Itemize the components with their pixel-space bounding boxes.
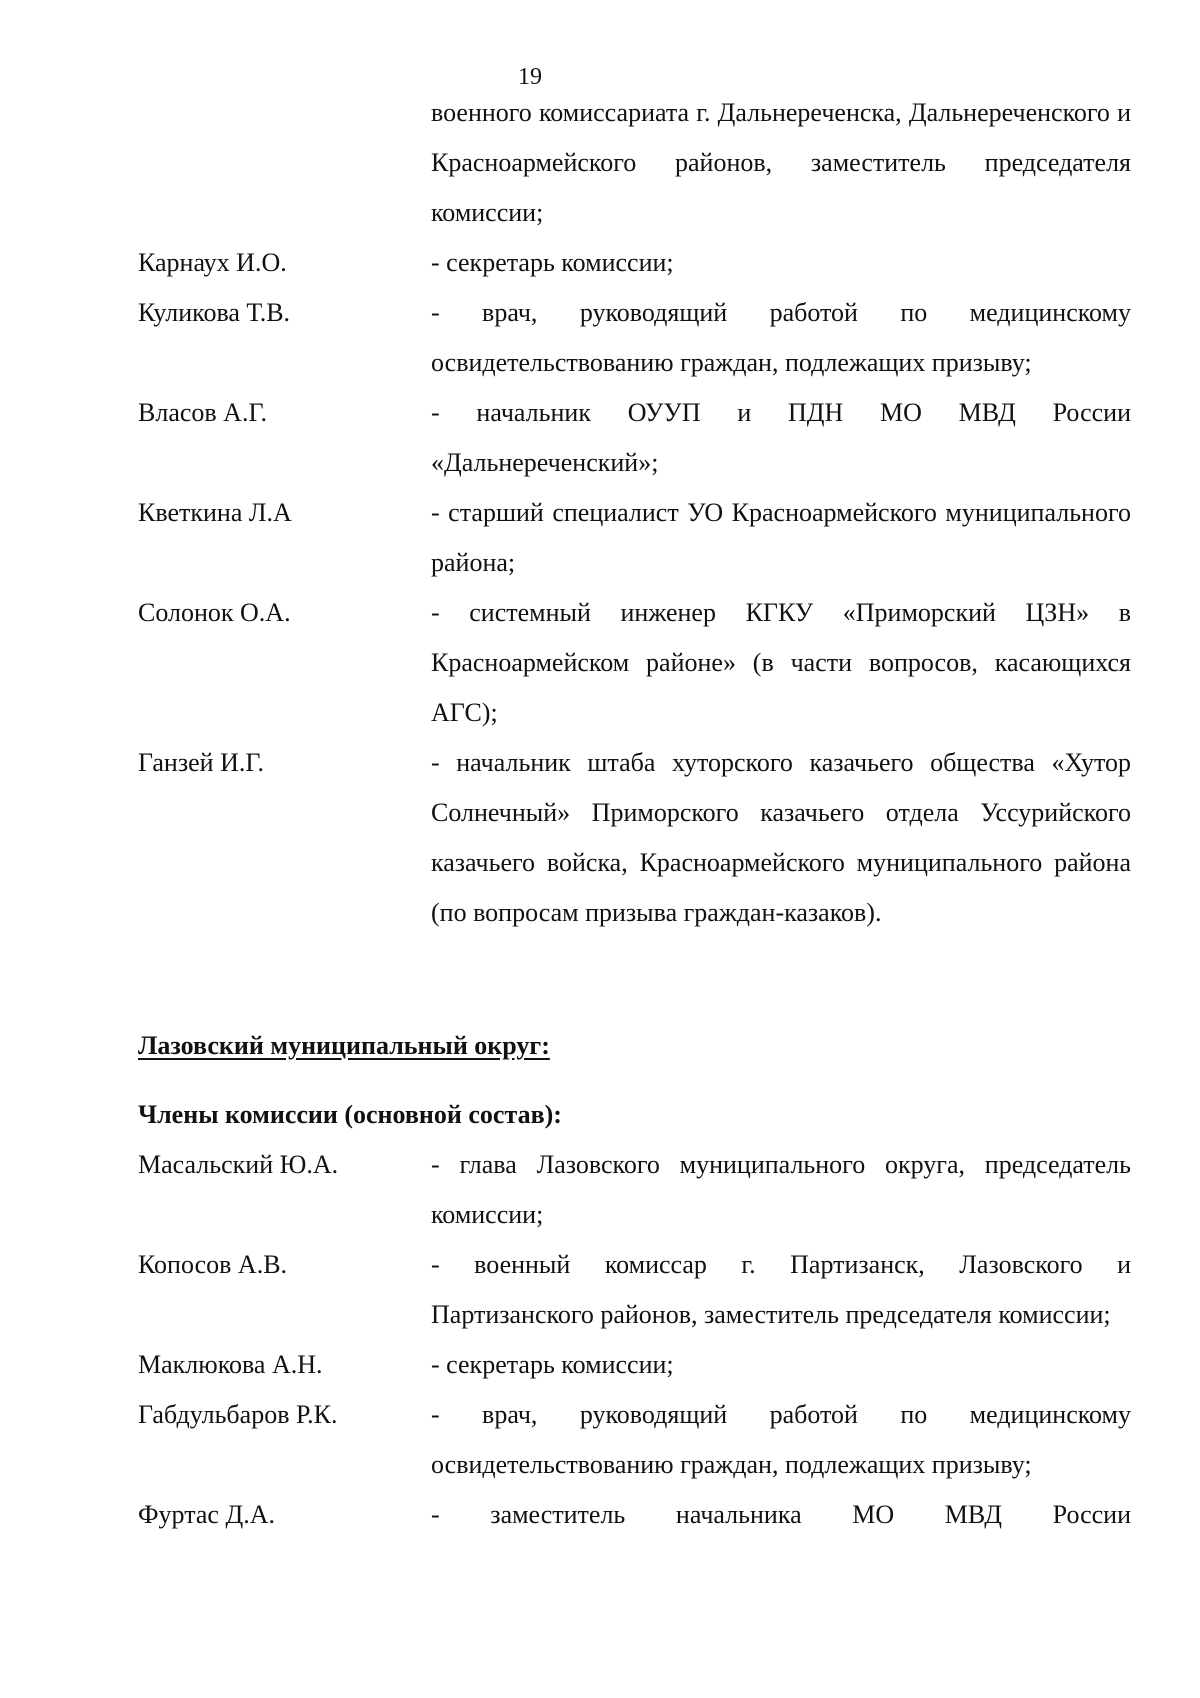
section-heading: Лазовский муниципальный округ: [138,1031,550,1060]
member-role: - начальник ОУУП и ПДН МО МВД России «Дальнереченский»; [431,398,1131,477]
continuation-text: военного комиссариата г. Дальнереченска, Дальнереченского и Красноармейского районов, заместитель председателя комиссии; [431,98,1131,227]
member-role: - начальник штаба хуторского казачьего общества «Хутор Солнечный» Приморского казачьего отдела Уссурийского казачьего войска, Красноармейского муниципального района (по вопросам призыва граждан-казаков). [431,748,1131,927]
continuation-row [0,88,1200,238]
member-role: - врач, руководящий работой по медицинскому освидетельствованию граждан, подлежащих призыву; [431,1400,1131,1479]
member-role: - старший специалист УО Красноармейского муниципального района; [431,498,1131,577]
member-name: Куликова Т.В. [138,298,291,327]
section-top [0,88,1200,938]
member-role: - врач, руководящий работой по медицинскому освидетельствованию граждан, подлежащих призыву; [431,298,1131,377]
member-row [0,1140,1200,1240]
member-row [0,1490,1200,1540]
member-row [0,1240,1200,1340]
member-role: - заместитель начальника МО МВД России [431,1500,1131,1529]
member-row [0,238,1200,288]
member-row [0,738,1200,938]
member-name: Маклюкова А.Н. [138,1350,323,1379]
section-lazovsky [0,1140,1200,1540]
member-role: - глава Лазовского муниципального округа, председатель комиссии; [431,1150,1131,1229]
member-row [0,1390,1200,1490]
member-row [0,288,1200,388]
member-row [0,1340,1200,1390]
member-name: Кветкина Л.А [138,498,292,527]
member-row [0,388,1200,488]
member-row [0,488,1200,588]
member-name: Фуртас Д.А. [138,1500,275,1529]
member-name: Солонок О.А. [138,598,291,627]
member-role: - секретарь комиссии; [431,248,674,277]
member-role: - секретарь комиссии; [431,1350,674,1379]
member-row [0,588,1200,738]
section-subheading: Члены комиссии (основной состав): [138,1100,562,1129]
member-name: Копосов А.В. [138,1250,288,1279]
member-role: - военный комиссар г. Партизанск, Лазовского и Партизанского районов, заместитель председателя комиссии; [431,1250,1131,1329]
member-name: Карнаух И.О. [138,248,287,277]
member-name: Ганзей И.Г. [138,748,264,777]
member-name: Масальский Ю.А. [138,1150,339,1179]
member-name: Габдульбаров Р.К. [138,1400,338,1429]
member-name: Власов А.Г. [138,398,268,427]
member-role: - системный инженер КГКУ «Приморский ЦЗН» в Красноармейском районе» (в части вопросов, касающихся АГС); [431,598,1131,727]
page-number: 19 [518,64,542,90]
